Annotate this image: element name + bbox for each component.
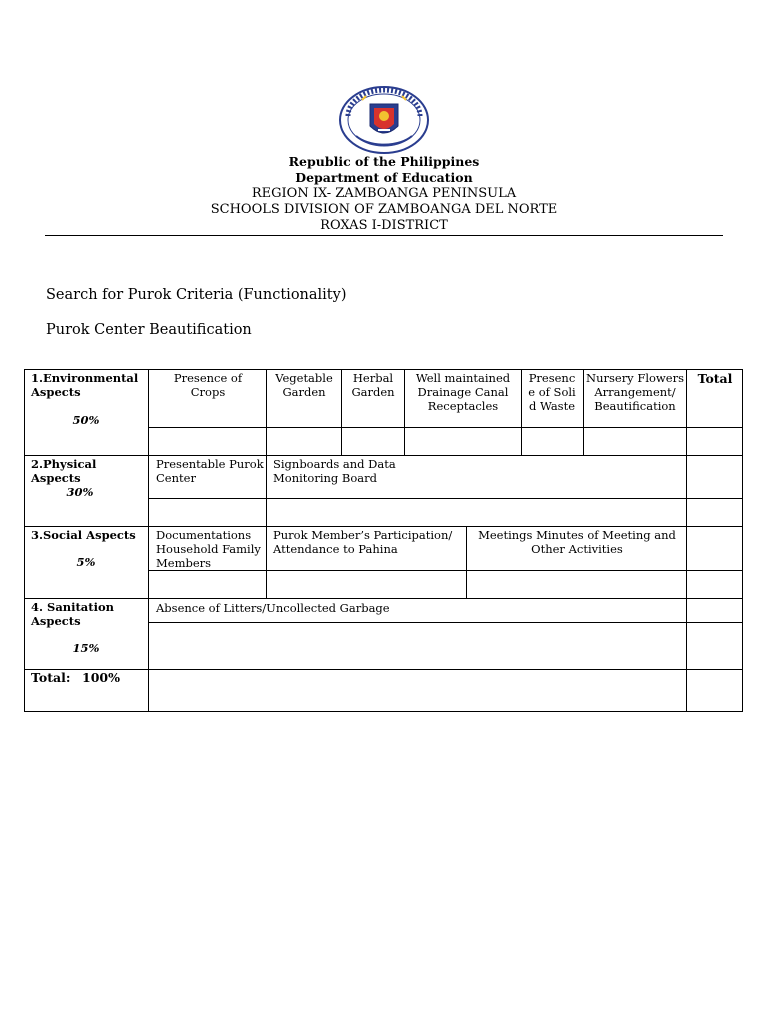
- header-department: Department of Education: [295, 170, 473, 185]
- col-meetings-minutes: Meetings Minutes of Meeting and Other Activities: [478, 528, 676, 556]
- col-presence-of-crops: Presence of Crops: [173, 371, 243, 399]
- category-title: Purok Center Beautification: [46, 322, 252, 338]
- physical-aspects-label: 2.Physical Aspects: [31, 457, 97, 485]
- col-member-participation: Purok Member’s Participation/ Attendance to Pahina: [273, 528, 453, 556]
- header-divider: [45, 235, 723, 236]
- col-presentable-purok-center: Presentable Purok Center: [156, 457, 264, 485]
- deped-seal-logo: [338, 86, 430, 154]
- col-absence-of-litters: Absence of Litters/Uncollected Garbage: [156, 601, 390, 615]
- social-aspects-label: 3.Social Aspects: [31, 528, 136, 542]
- col-documentations: Documentations Household Family Members: [156, 528, 261, 570]
- header-district: ROXAS I-DISTRICT: [320, 218, 448, 233]
- col-drainage-canal: Well maintained Drainage Canal Receptacles: [415, 371, 511, 413]
- header-republic: Republic of the Philippines: [288, 154, 480, 169]
- col-nursery-flowers: Nursery Flowers Arrangement/ Beautification: [586, 371, 684, 413]
- total-label: Total:: [31, 670, 71, 685]
- physical-percent: 30%: [66, 485, 94, 499]
- sanitation-aspects-label: 4. Sanitation Aspects: [31, 600, 114, 628]
- total-percent: 100%: [82, 670, 120, 685]
- social-percent: 5%: [76, 555, 96, 569]
- sanitation-percent: 15%: [72, 641, 100, 655]
- header-region: REGION IX- ZAMBOANGA PENINSULA: [251, 186, 517, 201]
- col-total: Total: [697, 371, 733, 386]
- col-solid-waste: Presence of Solid Waste: [528, 371, 576, 413]
- col-signboards: Signboards and Data Monitoring Board: [273, 457, 396, 485]
- environmental-aspects-label: 1.Environmental Aspects: [31, 371, 139, 399]
- environmental-percent: 50%: [72, 413, 100, 427]
- col-herbal-garden: Herbal Garden: [351, 371, 395, 399]
- header-division: SCHOOLS DIVISION OF ZAMBOANGA DEL NORTE: [210, 202, 558, 217]
- criteria-title: Search for Purok Criteria (Functionality): [46, 287, 347, 303]
- col-vegetable-garden: Vegetable Garden: [275, 371, 333, 399]
